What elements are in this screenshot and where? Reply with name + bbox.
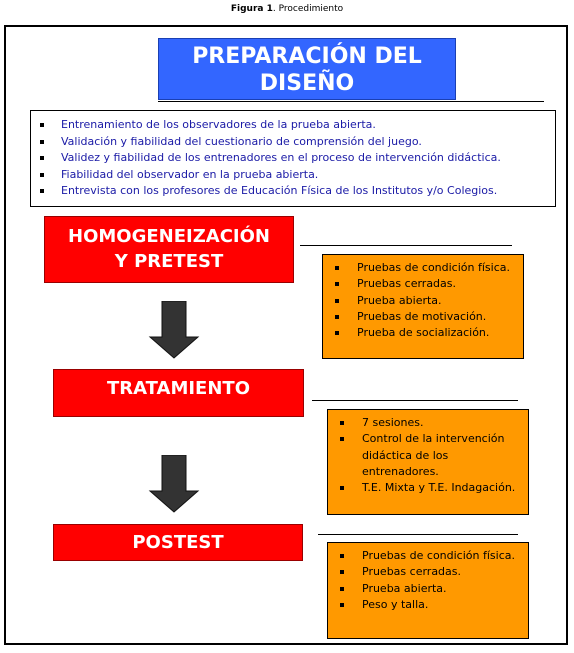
preparation-title-line1: PREPARACIÓN DEL	[192, 44, 422, 69]
stage-postest-label: POSTEST	[132, 532, 224, 553]
detail-item: Pruebas de condición física.	[323, 260, 519, 276]
figure-caption	[0, 4, 574, 14]
stage-homogeneizacion-line1: HOMOGENEIZACIÓN	[68, 226, 270, 247]
down-arrow-icon	[148, 301, 200, 359]
detail-item: Pruebas cerradas.	[323, 276, 519, 292]
stage-homogeneizacion-details	[322, 254, 524, 359]
detail-item: T.E. Mixta y T.E. Indagación.	[328, 480, 524, 496]
down-arrow-icon	[148, 455, 200, 513]
preparation-title-box	[158, 38, 456, 100]
figure-caption-label: Figura 1	[230, 4, 273, 14]
detail-item: Prueba abierta.	[328, 581, 524, 597]
detail-item: 7 sesiones.	[328, 415, 524, 431]
preparation-item: Validez y fiabilidad de los entrenadores en el proceso de intervención didáctica.	[37, 150, 555, 167]
preparation-item: Entrenamiento de los observadores de la prueba abierta.	[37, 117, 555, 134]
figure-caption-text: . Procedimiento	[272, 4, 344, 14]
stage-tratamiento-details	[327, 409, 529, 515]
preparation-list	[30, 110, 556, 207]
stage-postest-box	[53, 524, 303, 561]
stage-homogeneizacion-box	[44, 216, 294, 283]
preparation-item: Validación y fiabilidad del cuestionario de comprensión del juego.	[37, 134, 555, 151]
detail-item: Prueba abierta.	[323, 293, 519, 309]
detail-item: Pruebas de condición física.	[328, 548, 524, 564]
stage-postest-details	[327, 542, 529, 639]
preparation-item: Fiabilidad del observador en la prueba abierta.	[37, 167, 555, 184]
preparation-item: Entrevista con los profesores de Educación Física de los Institutos y/o Colegios.	[37, 183, 555, 200]
stage-tratamiento-underline	[312, 400, 518, 401]
stage-postest-underline	[318, 534, 518, 535]
stage-tratamiento-label: TRATAMIENTO	[106, 378, 251, 399]
detail-item: Control de la intervención didáctica de los entrenadores.	[328, 431, 524, 480]
detail-item: Pruebas cerradas.	[328, 564, 524, 580]
detail-item: Pruebas de motivación.	[323, 309, 519, 325]
stage-tratamiento-box	[53, 369, 304, 417]
stage-homogeneizacion-underline	[300, 245, 512, 246]
preparation-title-line2: DISEÑO	[259, 71, 355, 96]
detail-item: Prueba de socialización.	[323, 325, 519, 341]
detail-item: Peso y talla.	[328, 597, 524, 613]
stage-homogeneizacion-line2: Y PRETEST	[114, 251, 224, 272]
title-underline	[158, 101, 544, 102]
